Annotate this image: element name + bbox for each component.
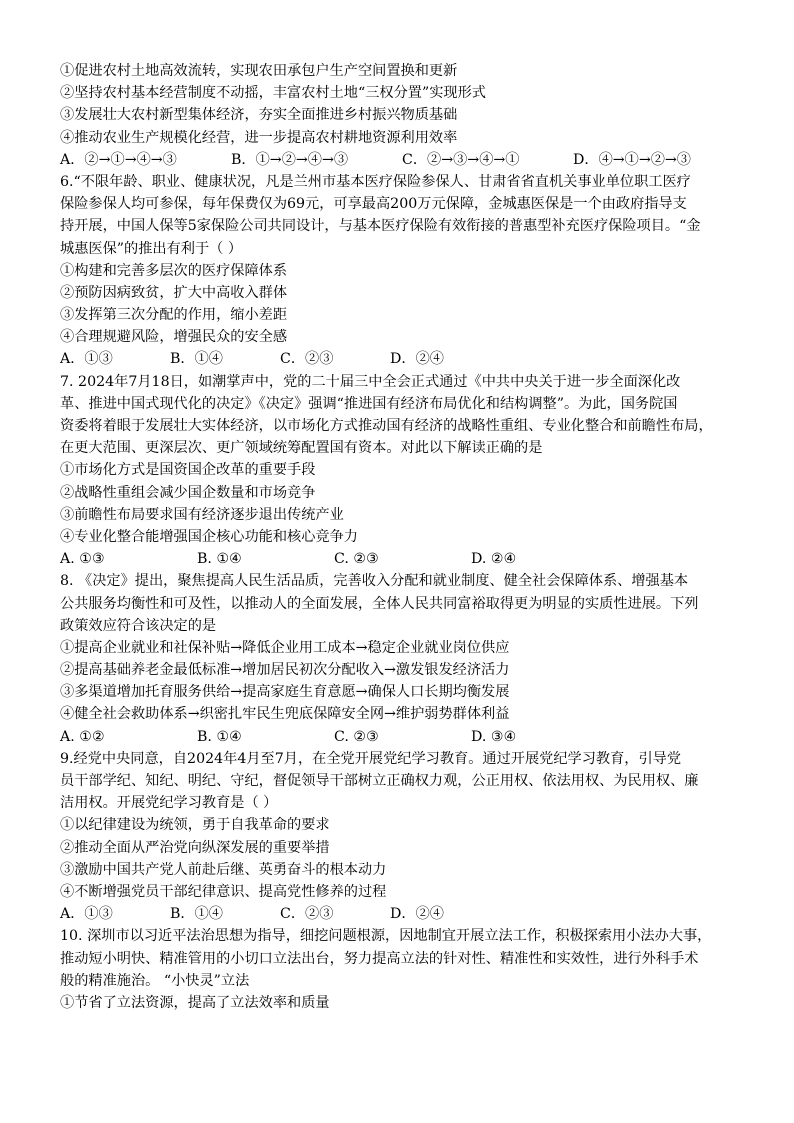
statement: ③多渠道增加托育服务供给→提高家庭生育意愿→确保人口长期均衡发展 <box>60 684 510 701</box>
statement: ②推动全面从严治党向纵深发展的重要举措 <box>60 839 330 856</box>
question-6 <box>60 171 750 371</box>
option-c[interactable]: C. ②③ <box>334 728 379 745</box>
option-d[interactable]: D．②④ <box>390 906 444 923</box>
question-stem: 在更大范围、更深层次、更广领域统筹配置国有资本。对此以下解读正确的是 <box>60 440 543 457</box>
statement: ②提高基础养老金最低标准→增加居民初次分配收入→激发银发经济活力 <box>60 662 510 679</box>
statement: ④专业化整合能增强国企核心功能和核心竞争力 <box>60 528 358 545</box>
option-a[interactable]: A．②→①→④→③ <box>60 151 177 168</box>
statement: ①构建和完善多层次的医疗保障体系 <box>60 262 288 279</box>
question-5 <box>60 60 750 171</box>
statement: ①促进农村土地高效流转，实现农田承包户生产空间置换和更新 <box>60 63 458 79</box>
question-9 <box>60 748 750 926</box>
statement: ④不断增强党员干部纪律意识、提高党性修养的过程 <box>60 883 387 900</box>
answer-options <box>60 548 750 570</box>
statement: ③发挥第三次分配的作用，缩小差距 <box>60 307 288 324</box>
statement: ④推动农业生产规模化经营，进一步提高农村耕地资源利用效率 <box>60 129 458 146</box>
option-a[interactable]: A．①③ <box>60 906 113 923</box>
option-c[interactable]: C．②③ <box>280 906 334 923</box>
question-stem: 6.“不限年龄、职业、健康状况，凡是兰州市基本医疗保险参保人、甘肃省省直机关事业单位职工医疗 <box>60 173 691 190</box>
statement: ②预防因病致贫，扩大中高收入群体 <box>60 284 288 301</box>
question-stem: 公共服务均衡性和可及性，以推动人的全面发展，全体人民共同富裕取得更为明显的实质性进展。下列 <box>60 595 699 612</box>
option-b[interactable]: B．①→②→④→③ <box>231 151 349 168</box>
question-10 <box>60 925 750 1014</box>
option-b[interactable]: B. ①④ <box>197 551 242 568</box>
answer-options <box>60 903 750 925</box>
question-stem: 政策效应符合该决定的是 <box>60 617 217 634</box>
option-c[interactable]: C．②→③→④→① <box>402 151 520 168</box>
question-stem: 10. 深圳市以习近平法治思想为指导，细挖问题根源，因地制宜开展立法工作，积极探索用小法办大事， <box>60 928 712 945</box>
question-stem: 保险参保人均可参保，每年保费仅为69元，可享最高200万元保障，金城惠医保是一个由政府指导支 <box>60 196 687 213</box>
statement: ①以纪律建设为统领，勇于自我革命的要求 <box>60 817 330 834</box>
option-b[interactable]: B. ①④ <box>197 728 242 745</box>
question-stem: 般的精准施治。 “小快灵”立法 <box>60 972 250 989</box>
statement: ④合理规避风险，增强民众的安全感 <box>60 329 288 346</box>
statement: ①节省了立法资源，提高了立法效率和质量 <box>60 994 330 1011</box>
option-b[interactable]: B．①④ <box>170 906 223 923</box>
statement: ①市场化方式是国资国企改革的重要手段 <box>60 462 316 479</box>
question-stem: 洁用权。开展党纪学习教育是（ ） <box>60 795 278 812</box>
statement: ③前瞻性布局要求国有经济逐步退出传统产业 <box>60 506 344 523</box>
question-stem: 推动短小明快、精准管用的小切口立法出台，努力提高立法的针对性、精准性和实效性，进行外科手术 <box>60 950 699 967</box>
question-stem: 革、推进中国式现代化的决定》《决定》强调“推进国有经济布局优化和结构调整”。为此，国务院国 <box>60 395 678 412</box>
option-d[interactable]: D. ②④ <box>471 551 517 568</box>
question-stem: 员干部学纪、知纪、明纪、守纪，督促领导干部树立正确权力观，公正用权、依法用权、为民用权、廉 <box>60 773 699 789</box>
question-stem: 8. 《决定》提出，聚焦提高人民生活品质，完善收入分配和就业制度、健全社会保障体系、增强基本 <box>60 573 689 590</box>
answer-options <box>60 348 750 370</box>
statement: ②坚持农村基本经营制度不动摇，丰富农村土地“三权分置”实现形式 <box>60 85 486 102</box>
statement: ④健全社会救助体系→织密扎牢民生兜底保障安全网→维护弱势群体利益 <box>60 706 510 723</box>
option-a[interactable]: A. ①② <box>60 728 105 745</box>
option-d[interactable]: D. ③④ <box>471 728 517 745</box>
option-a[interactable]: A．①③ <box>60 351 113 368</box>
question-stem: 7. 2024年7月18日，如潮掌声中，党的二十届三中全会正式通过《中共中央关于进一步全面深化改 <box>60 373 681 390</box>
question-stem: 城惠医保”的推出有利于（ ） <box>60 240 243 257</box>
statement: ③发展壮大农村新型集体经济，夯实全面推进乡村振兴物质基础 <box>60 107 458 124</box>
option-d[interactable]: D．②④ <box>390 351 444 368</box>
option-c[interactable]: C．②③ <box>280 351 334 368</box>
option-b[interactable]: B．①④ <box>170 351 223 368</box>
question-stem: 资委将着眼于发展壮大实体经济，以市场化方式推动国有经济的战略性重组、专业化整合和前瞻性布局， <box>60 418 713 434</box>
option-d[interactable]: D．④→①→②→③ <box>573 151 691 168</box>
statement: ①提高企业就业和社保补贴→降低企业用工成本→稳定企业就业岗位供应 <box>60 639 510 656</box>
statement: ③激励中国共产党人前赴后继、英勇奋斗的根本动力 <box>60 861 387 878</box>
exam-page <box>60 60 750 1014</box>
question-stem: 9.经党中央同意，自2024年4月至7月，在全党开展党纪学习教育。通过开展党纪学习教育，引导党 <box>60 750 682 767</box>
question-8 <box>60 570 750 748</box>
answer-options <box>60 726 750 748</box>
option-a[interactable]: A. ①③ <box>60 551 105 568</box>
answer-options <box>60 149 750 171</box>
question-stem: 持开展，中国人保等5家保险公司共同设计，与基本医疗保险有效衔接的普惠型补充医疗保险项目。“金 <box>60 218 701 235</box>
option-c[interactable]: C. ②③ <box>334 551 379 568</box>
statement: ②战略性重组会减少国企数量和市场竞争 <box>60 484 316 501</box>
question-7 <box>60 371 750 571</box>
